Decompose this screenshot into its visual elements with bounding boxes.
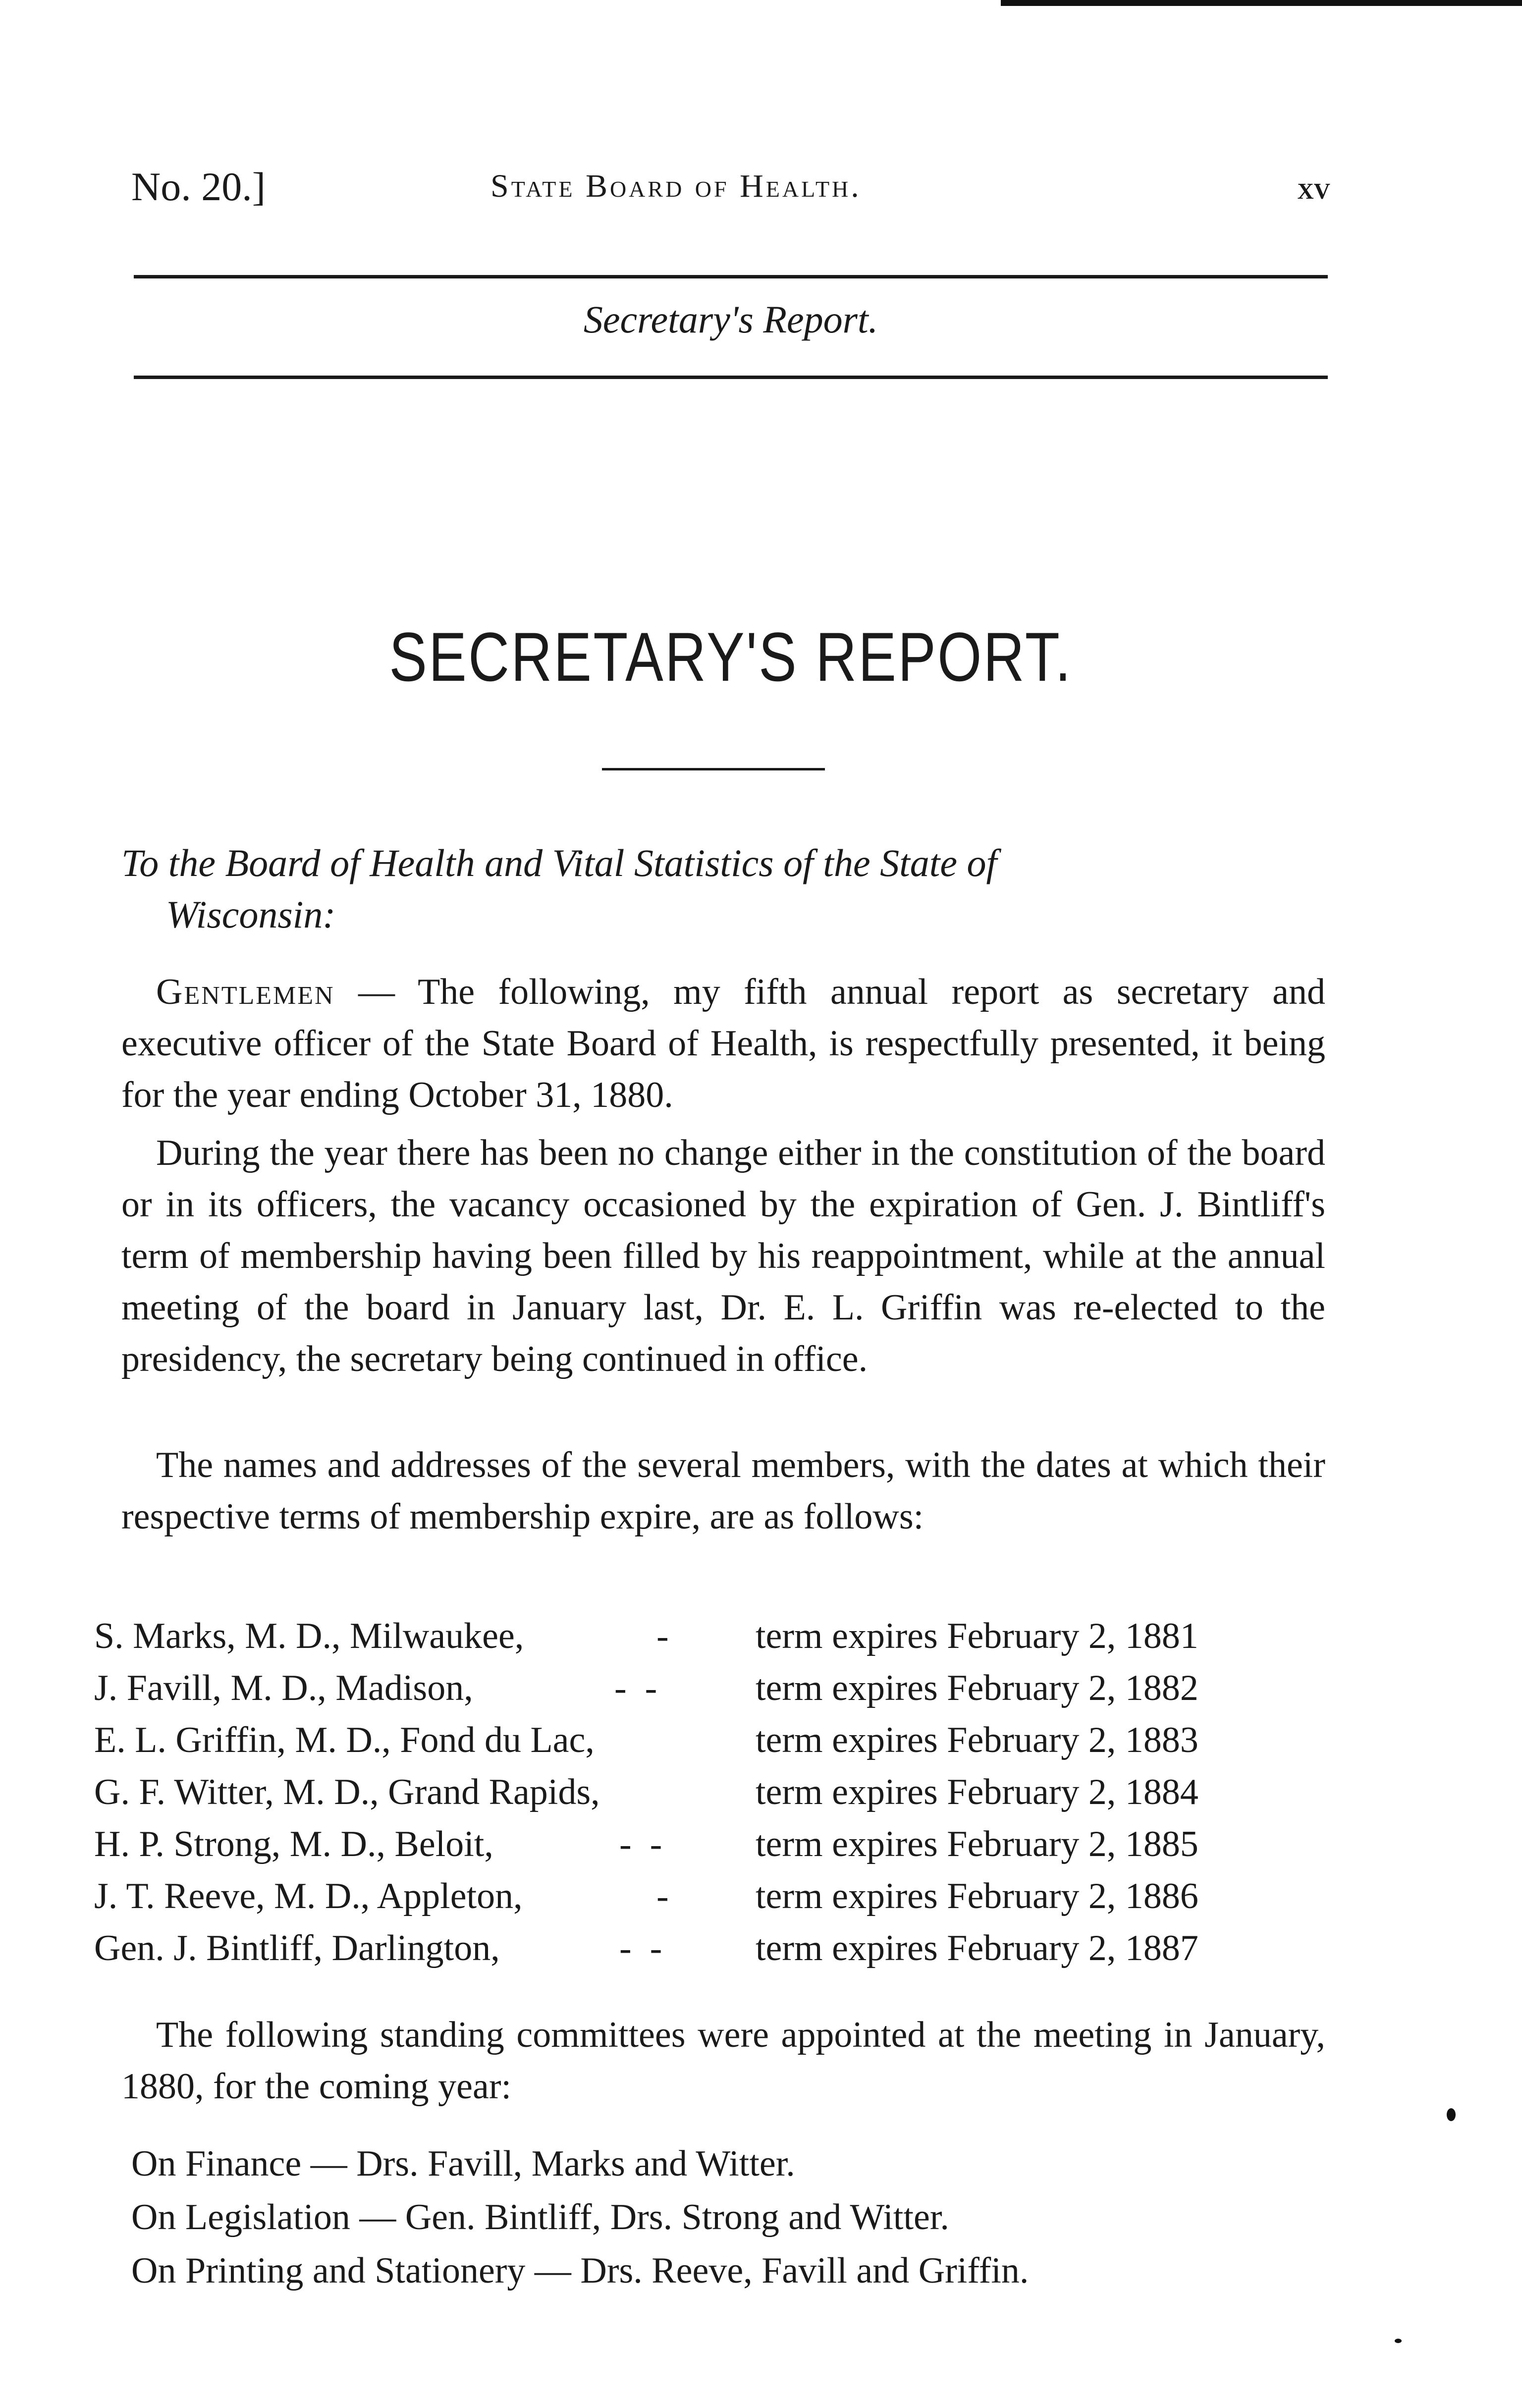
member-name: H. P. Strong, M. D., Beloit, <box>94 1824 493 1864</box>
section-label: Secretary's Report. <box>583 298 878 341</box>
member-term: term expires February 2, 1886 <box>756 1876 1198 1916</box>
member-row <box>94 1875 1343 1927</box>
member-row <box>94 1719 1343 1771</box>
header-rule-top <box>134 275 1328 278</box>
address-line-1: To the Board of Health and Vital Statistics of the State of <box>121 841 997 884</box>
member-term: term expires February 2, 1884 <box>756 1772 1198 1812</box>
member-row <box>94 1771 1343 1823</box>
header-rule-bottom <box>134 376 1328 379</box>
paragraph-members-intro <box>121 1439 1325 1542</box>
member-term: term expires February 2, 1887 <box>756 1928 1198 1969</box>
salutation-address <box>121 837 1335 940</box>
member-row <box>94 1667 1343 1719</box>
committees-list <box>131 2143 1345 2303</box>
paragraph-committees-intro-text: The following standing committees were appointed at the meeting in January, 1880, for the coming year: <box>121 2015 1325 2107</box>
member-row <box>94 1823 1343 1875</box>
member-term: term expires February 2, 1885 <box>756 1824 1198 1864</box>
document-number: No. 20.] <box>131 164 266 209</box>
ink-speck <box>1395 2339 1402 2343</box>
ink-speck <box>1447 2108 1456 2121</box>
member-leader: - - <box>619 1824 662 1864</box>
member-row <box>94 1927 1343 1979</box>
member-name: G. F. Witter, M. D., Grand Rapids, <box>94 1772 600 1812</box>
member-name: E. L. Griffin, M. D., Fond du Lac, <box>94 1720 595 1760</box>
page-number: xv <box>1297 170 1330 206</box>
member-name: J. T. Reeve, M. D., Appleton, <box>94 1876 523 1916</box>
member-leader: - <box>656 1616 669 1656</box>
paragraph-members-intro-text: The names and addresses of the several members, with the dates at which their respective terms of membership expire, are as follows: <box>121 1445 1325 1537</box>
committee-legislation: On Legislation — Gen. Bintliff, Drs. Strong and Witter. <box>131 2197 949 2238</box>
paragraph-intro-text: — The following, my fifth annual report as secretary and executive officer of the State Board of Health, is respectfully presented, it being for the year ending October 31, 1880. <box>121 972 1325 1115</box>
member-row <box>94 1615 1343 1667</box>
member-leader: - - <box>614 1668 657 1708</box>
member-term: term expires February 2, 1883 <box>756 1720 1198 1760</box>
paragraph-board-changes-text: During the year there has been no change either in the constitution of the board or in its officers, the vacancy occasioned by the expiration of Gen. J. Bintliff's term of membership having been filled by his reappointment, while at the annual meeting of the board in January last, Dr. E. L. Griffin was re-elected to the presidency, the secretary being continued in office. <box>121 1133 1325 1379</box>
member-term: term expires February 2, 1882 <box>756 1668 1198 1708</box>
running-header <box>131 164 1335 218</box>
member-leader: - - <box>619 1928 662 1969</box>
members-list <box>94 1615 1343 1979</box>
member-name: Gen. J. Bintliff, Darlington, <box>94 1928 500 1969</box>
scan-edge-mark <box>1001 0 1522 6</box>
title-divider <box>602 768 825 770</box>
salutation-lead: Gentlemen <box>156 972 335 1012</box>
publication-title: State Board of Health. <box>490 168 862 204</box>
member-name: J. Favill, M. D., Madison, <box>94 1668 473 1708</box>
paragraph-intro <box>121 966 1325 1121</box>
committee-printing: On Printing and Stationery — Drs. Reeve, Favill and Griffin. <box>131 2250 1029 2291</box>
committee-finance: On Finance — Drs. Favill, Marks and Witter. <box>131 2143 795 2184</box>
address-line-2: Wisconsin: <box>166 893 336 936</box>
member-name: S. Marks, M. D., Milwaukee, <box>94 1616 524 1656</box>
page-title: SECRETARY'S REPORT. <box>389 618 1073 696</box>
member-term: term expires February 2, 1881 <box>756 1616 1198 1656</box>
paragraph-committees-intro <box>121 2009 1325 2112</box>
paragraph-board-changes <box>121 1127 1325 1385</box>
member-leader: - <box>656 1876 669 1916</box>
